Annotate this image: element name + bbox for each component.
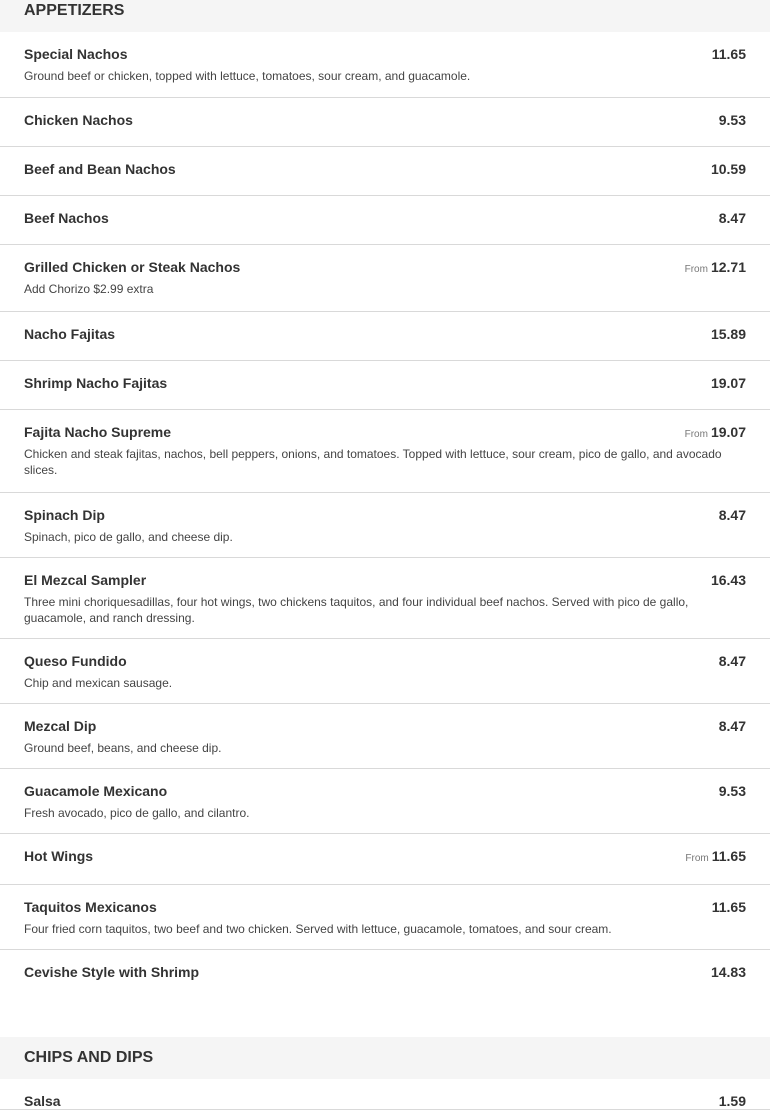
item-name: Queso Fundido (24, 653, 127, 669)
menu-item-grilled-chicken-or-steak-nachos[interactable] (0, 245, 770, 312)
price-amount: 1.59 (718, 1093, 746, 1109)
price-amount: 8.47 (718, 507, 746, 523)
item-name: Fajita Nacho Supreme (24, 424, 172, 440)
item-name: Beef and Bean Nachos (24, 161, 176, 177)
item-description: Chip and mexican sausage. (24, 676, 173, 690)
price-amount: 8.47 (718, 653, 746, 669)
price-from-label: From (685, 853, 709, 864)
menu-item-hot-wings[interactable] (0, 834, 770, 885)
price-amount: 8.47 (718, 210, 746, 226)
item-price (711, 375, 746, 391)
item-name: Grilled Chicken or Steak Nachos (24, 259, 241, 275)
menu-item-guacamole-mexicano[interactable] (0, 769, 770, 834)
price-amount: 10.59 (710, 161, 746, 177)
item-description: Chicken and steak fajitas, nachos, bell peppers, onions, and tomatoes. Topped with lettuce, sour cream, pico de gallo, and avocado slices. (24, 447, 722, 477)
item-name: Shrimp Nacho Fajitas (24, 375, 168, 391)
price-amount: 19.07 (710, 375, 746, 391)
price-amount: 15.89 (710, 326, 746, 342)
price-amount: 9.53 (718, 112, 746, 128)
menu-item-fajita-nacho-supreme[interactable] (0, 410, 770, 493)
item-price (719, 210, 746, 226)
price-amount: 16.43 (710, 572, 746, 588)
item-name: Chicken Nachos (24, 112, 133, 128)
item-price (711, 326, 746, 342)
menu-item-special-nachos[interactable] (0, 32, 770, 98)
item-description: Three mini choriquesadillas, four hot wings, two chickens taquitos, and four individual beef nachos. Served with pico de gallo, guacamole, and ranch dressing. (24, 595, 689, 625)
item-price (711, 572, 746, 588)
item-name: Cevishe Style with Shrimp (24, 964, 200, 980)
item-description: Add Chorizo $2.99 extra (24, 282, 154, 296)
item-description: Ground beef or chicken, topped with lettuce, tomatoes, sour cream, and guacamole. (24, 69, 471, 83)
item-name: El Mezcal Sampler (24, 572, 147, 588)
item-name: Taquitos Mexicanos (24, 899, 157, 915)
item-price (712, 46, 746, 62)
item-name: Mezcal Dip (24, 718, 97, 734)
item-name: Nacho Fajitas (24, 326, 116, 342)
price-amount: 9.53 (718, 783, 746, 799)
section-header-appetizers: APPETIZERS (0, 0, 770, 32)
menu-item-salsa[interactable] (0, 1079, 770, 1110)
item-price (719, 507, 746, 523)
item-description: Ground beef, beans, and cheese dip. (24, 741, 222, 755)
menu-item-nacho-fajitas[interactable] (0, 312, 770, 361)
section-header-chips-and-dips: CHIPS AND DIPS (0, 1037, 770, 1079)
item-price (719, 718, 746, 734)
price-amount: 12.71 (710, 259, 746, 275)
price-amount: 14.83 (710, 964, 746, 980)
menu-item-beef-nachos[interactable] (0, 196, 770, 245)
menu-item-queso-fundido[interactable] (0, 639, 770, 704)
price-amount: 11.65 (711, 46, 746, 62)
price-from-label: From (684, 429, 708, 440)
menu-item-shrimp-nacho-fajitas[interactable] (0, 361, 770, 410)
item-description: Four fried corn taquitos, two beef and two chicken. Served with lettuce, guacamole, tomatoes, and sour cream. (24, 922, 612, 936)
item-price (719, 1093, 746, 1109)
menu-item-taquitos-mexicanos[interactable] (0, 885, 770, 950)
item-name: Guacamole Mexicano (24, 783, 168, 799)
menu-item-cevishe-style-with-shrimp[interactable] (0, 950, 770, 1037)
item-name: Beef Nachos (24, 210, 109, 226)
price-amount: 11.65 (711, 848, 746, 864)
menu-item-chicken-nachos[interactable] (0, 98, 770, 147)
price-amount: 19.07 (710, 424, 746, 440)
item-price (685, 848, 746, 867)
item-price (685, 259, 746, 278)
item-price (711, 964, 746, 980)
item-price (712, 899, 746, 915)
item-price (711, 161, 746, 177)
price-amount: 11.65 (711, 899, 746, 915)
item-price (719, 112, 746, 128)
menu-item-el-mezcal-sampler[interactable] (0, 558, 770, 639)
price-amount: 8.47 (718, 718, 746, 734)
item-price (685, 424, 746, 443)
item-name: Spinach Dip (24, 507, 105, 523)
menu-item-beef-and-bean-nachos[interactable] (0, 147, 770, 196)
price-from-label: From (684, 264, 708, 275)
item-name: Salsa (24, 1093, 61, 1109)
item-description: Fresh avocado, pico de gallo, and cilantro. (24, 806, 250, 820)
item-description: Spinach, pico de gallo, and cheese dip. (24, 530, 233, 544)
item-price (719, 783, 746, 799)
item-price (719, 653, 746, 669)
menu-item-mezcal-dip[interactable] (0, 704, 770, 769)
menu-item-spinach-dip[interactable] (0, 493, 770, 558)
item-name: Hot Wings (24, 848, 94, 864)
item-name: Special Nachos (24, 46, 128, 62)
